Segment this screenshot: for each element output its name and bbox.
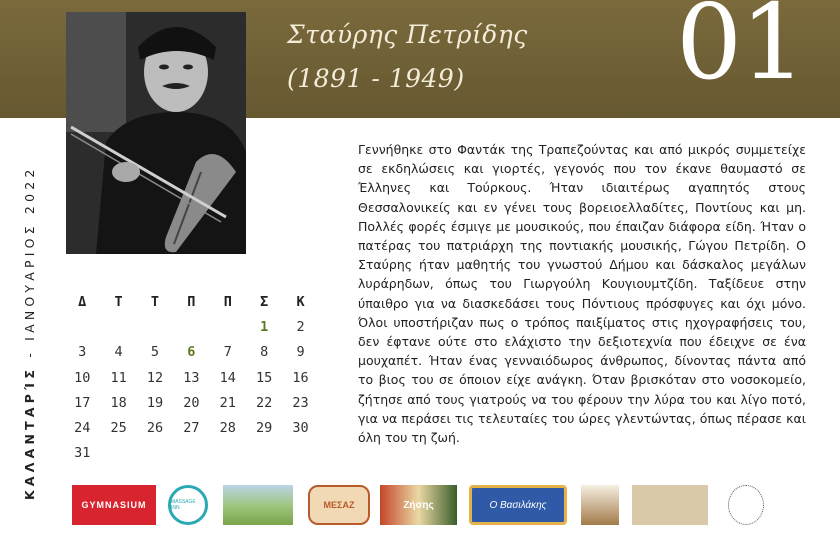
calendar-empty-cell	[210, 315, 246, 340]
calendar-day: 1	[260, 319, 269, 336]
weekday-header: Π	[187, 294, 196, 310]
weekday-header: Π	[223, 294, 232, 310]
zisis-logo	[380, 485, 457, 525]
calendar-day: 6	[187, 344, 196, 361]
calendar-day: 12	[146, 369, 164, 386]
calendar-day: 8	[260, 344, 269, 361]
calendar-day: 11	[110, 369, 127, 386]
mesaz-logo	[308, 485, 370, 525]
calendar-side-label	[22, 165, 37, 500]
calendar-day: 13	[183, 369, 200, 386]
side-label-rest: - ΙΑΝΟΥΑΡΙΟΣ 2022	[22, 165, 37, 366]
calendar-empty-cell	[137, 315, 173, 340]
person-name: Σταύρης Πετρίδης	[287, 20, 528, 49]
calendar-day: 21	[219, 394, 236, 411]
calendar-empty-cell	[100, 315, 136, 340]
calendar-empty-cell	[210, 441, 246, 466]
calendar-empty-cell	[173, 315, 209, 340]
calendar-day: 9	[296, 344, 305, 361]
calendar-empty-cell	[137, 441, 173, 466]
calendar-day: 7	[223, 344, 232, 361]
calendar-day: 18	[110, 394, 127, 411]
calendar-empty-cell	[100, 441, 136, 466]
shop-logo	[581, 485, 619, 525]
calendar-day: 31	[74, 445, 91, 462]
calendar-empty-cell	[173, 441, 209, 466]
ornament-logo	[728, 485, 764, 525]
calendar-day: 25	[110, 419, 127, 436]
calendar-day: 17	[74, 394, 91, 411]
sponsor-logo-text: Ζήσης	[403, 499, 434, 511]
calendar-day: 10	[74, 369, 91, 386]
calendar-day: 23	[292, 394, 309, 411]
life-years: (1891 - 1949)	[287, 64, 465, 93]
sponsor-logo-text: Ο Βασιλάκης	[489, 499, 547, 511]
calendar-day: 30	[292, 419, 309, 436]
calendar-day: 22	[256, 394, 273, 411]
calendar-day: 28	[219, 419, 236, 436]
month-calendar	[64, 290, 319, 466]
massage-inn-logo	[168, 485, 208, 525]
side-label-bold: ΚΑΛΑΝΤΑΡΊΣ	[22, 365, 37, 500]
calendar-day: 26	[146, 419, 164, 436]
calendar-day: 24	[74, 419, 91, 436]
weekday-header: Τ	[114, 294, 123, 310]
calendar-day: 2	[296, 319, 305, 336]
landscape-logo	[223, 485, 293, 525]
calendar-empty-cell	[64, 315, 100, 340]
weekday-header: Κ	[296, 294, 305, 310]
calendar-day: 4	[114, 344, 123, 361]
calendar-day: 27	[183, 419, 200, 436]
sponsor-logo-text: GYMNASIUM	[81, 500, 147, 510]
weekday-header: Σ	[260, 294, 269, 310]
pattern-logo	[632, 485, 708, 525]
calendar-day: 16	[292, 369, 309, 386]
calendar-day: 14	[219, 369, 236, 386]
calendar-day: 3	[78, 344, 87, 361]
weekday-header: Τ	[150, 294, 160, 310]
sponsor-logo-text: ΜΕΣΑΖ	[323, 500, 355, 510]
calendar-day: 20	[183, 394, 200, 411]
month-number: 01	[676, 0, 805, 103]
calendar-day: 19	[146, 394, 164, 411]
calendar-day: 5	[150, 344, 160, 361]
calendar-empty-cell	[282, 441, 318, 466]
gymnasium-logo	[72, 485, 156, 525]
o-vasilakis-logo	[469, 485, 567, 525]
weekday-header: Δ	[78, 294, 87, 310]
calendar-empty-cell	[246, 441, 282, 466]
portrait-photo	[66, 12, 246, 254]
calendar-day: 29	[256, 419, 273, 436]
biography-text: Γεννήθηκε στο Φαντάκ της Τραπεζούντας και από μικρός συμμετείχε σε εκδηλώσεις και γιορτές, γεγονός που τον έκανε θαυμαστό σε Έλληνες και Τούρκους. Ήταν ιδιαιτέρως αγαπητός στους Θεσσαλονικείς και εν γένει τους βορειοελλαδίτες, Ποντίους και μη. Πολλές φορές έσμιγε με μουσικούς, που έπαιζαν διάφορα είδη. Ήταν ο πατέρας του πατριάρχη της ποντιακής μουσικής, Γώγου Πετρίδη. Ο Σταύρης ήταν μαθητής του γνωστού Δήμου και δάσκαλος μεγάλων λυράρηδων, όπως του Γιωργούλη Κουγιουμτζίδη. Ταξίδευε στην ύπαιθρο για να διασκεδάσει τους Πόντιους πρόσφυγες και όχι μόνο. Όλοι υποστήριζαν πως ο τρόπος παιξίματος στις ηχογραφήσεις του, δεν έφτανε ούτε στο ελάχιστο την δεξιοτεχνία που έδειχνε σε ένα μουχαπέτ. Ήταν ένας γενναιόδωρος άνθρωπος, δίνοντας πάντα από το βιος του σε όποιον είχε ανάγκη. Όταν βρισκόταν στο νοσοκομείο, ζήτησε από τους γιατρούς να του φέρουν την λύρα του και λίγο ποτό, για να περάσει τις τελευταίες του ώρες γλεντώντας, όπως πέρασε και όλη του τη ζωή.	[358, 142, 806, 446]
sponsor-logo-text: MASSAGE INN	[171, 499, 196, 511]
sponsor-logos	[72, 485, 772, 525]
calendar-day: 15	[256, 369, 273, 386]
